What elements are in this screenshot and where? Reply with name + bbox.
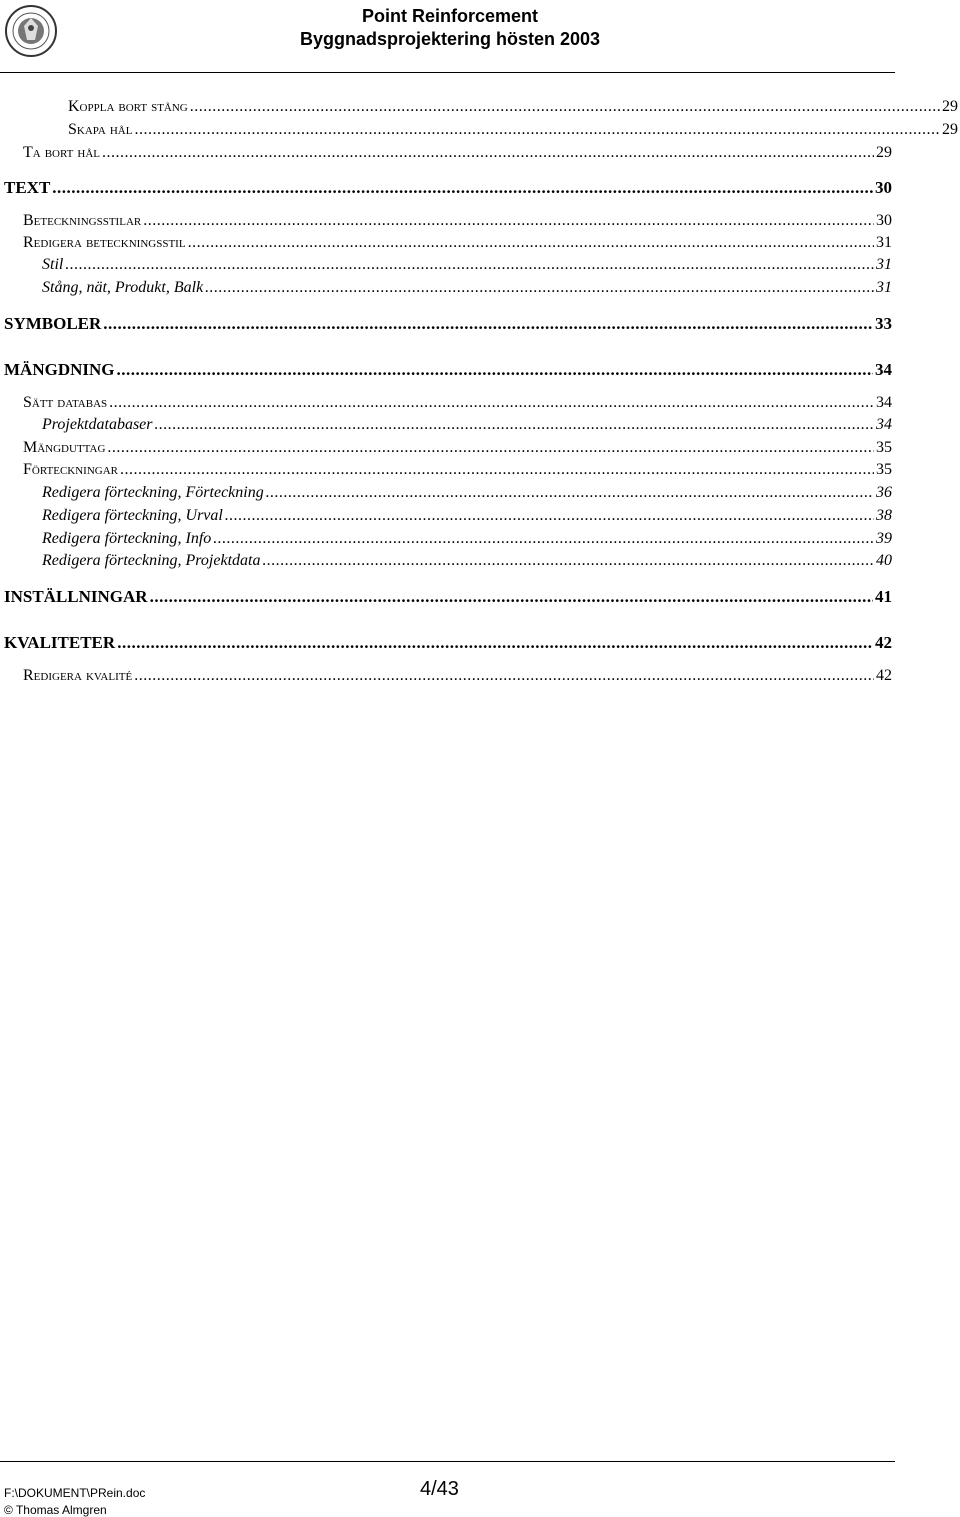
toc-entry[interactable] (42, 279, 892, 297)
toc-entry-label: Stång, nät, Produkt, Balk (42, 279, 204, 296)
toc-entry-label: Skapa hål (68, 121, 133, 138)
toc-entry-label: Stil (42, 256, 64, 273)
toc-entry-label: Redigera förteckning, Projektdata (42, 552, 261, 569)
toc-entry[interactable] (4, 360, 892, 380)
toc-entry-label: Förteckningar (23, 461, 119, 478)
toc-entry[interactable] (4, 314, 892, 334)
toc-leader-dots (120, 461, 874, 479)
toc-entry-label: MÄNGDNING (4, 360, 115, 379)
toc-entry-label: Mängduttag (23, 439, 106, 456)
toc-leader-dots (65, 256, 874, 274)
toc-leader-dots (103, 314, 873, 334)
toc-entry-label: Redigera förteckning, Förteckning (42, 484, 264, 501)
toc-entry-label: Redigera förteckning, Info (42, 530, 212, 547)
toc-leader-dots (262, 552, 874, 570)
toc-entry[interactable] (23, 439, 892, 457)
toc-entry-page: 42 (876, 667, 892, 684)
page-footer (0, 1464, 960, 1517)
toc-leader-dots (143, 212, 874, 230)
toc-leader-dots (134, 667, 874, 685)
toc-entry-page: 30 (875, 178, 892, 197)
toc-entry[interactable] (23, 234, 892, 252)
toc-leader-dots (52, 178, 873, 198)
toc-entry[interactable] (23, 667, 892, 685)
toc-entry-page: 36 (876, 484, 892, 501)
toc-entry-label: TEXT (4, 178, 51, 197)
footer-page-number: 4/43 (420, 1478, 459, 1500)
toc-leader-dots (155, 416, 875, 434)
toc-entry-label: Beteckningsstilar (23, 212, 142, 229)
toc-entry[interactable] (68, 121, 958, 139)
toc-entry-label: Redigera kvalité (23, 667, 133, 684)
toc-entry[interactable] (4, 633, 892, 653)
toc-entry-label: Ta bort hål (23, 144, 101, 161)
toc-entry-page: 42 (875, 633, 892, 652)
toc-entry-page: 41 (875, 587, 892, 606)
toc-entry[interactable] (68, 98, 958, 116)
toc-entry-page: 40 (876, 552, 892, 569)
toc-leader-dots (117, 360, 874, 380)
toc-entry-label: Redigera beteckningsstil (23, 234, 186, 251)
toc-entry-page: 34 (876, 416, 892, 433)
toc-entry-label: SYMBOLER (4, 314, 102, 333)
toc-entry[interactable] (23, 394, 892, 412)
toc-entry[interactable] (42, 256, 892, 274)
toc-entry-page: 34 (875, 360, 892, 379)
toc-entry[interactable] (42, 530, 892, 548)
toc-entry-page: 39 (876, 530, 892, 547)
toc-entry-label: Sätt databas (23, 394, 108, 411)
toc-entry-page: 33 (875, 314, 892, 333)
footer-author: © Thomas Almgren (4, 1503, 107, 1517)
toc-entry[interactable] (4, 587, 892, 607)
toc-entry-page: 35 (876, 439, 892, 456)
header-subtitle: Byggnadsprojektering hösten 2003 (299, 29, 601, 49)
toc-entry[interactable] (42, 552, 892, 570)
toc-entry-page: 38 (876, 507, 892, 524)
toc-leader-dots (107, 439, 874, 457)
toc-leader-dots (266, 484, 874, 502)
footer-divider (0, 1461, 895, 1462)
toc-entry-page: 30 (876, 212, 892, 229)
toc-entry-label: Projektdatabaser (42, 416, 153, 433)
toc-leader-dots (150, 587, 873, 607)
toc-entry[interactable] (23, 212, 892, 230)
toc-entry[interactable] (42, 484, 892, 502)
toc-leader-dots (102, 144, 874, 162)
toc-leader-dots (134, 121, 940, 139)
toc-leader-dots (205, 279, 874, 297)
footer-file-path: F:\DOKUMENT\PRein.doc (4, 1486, 146, 1500)
toc-entry-page: 29 (942, 98, 958, 115)
header-divider (0, 72, 895, 73)
toc-entry-page: 31 (876, 234, 892, 251)
toc-entry-page: 29 (876, 144, 892, 161)
header-title: Point Reinforcement (361, 6, 539, 26)
toc-entry-label: Koppla bort stång (68, 98, 188, 115)
toc-entry[interactable] (42, 416, 892, 434)
toc-entry-label: INSTÄLLNINGAR (4, 587, 148, 606)
toc-entry-page: 31 (876, 279, 892, 296)
toc-entry[interactable] (23, 144, 892, 162)
toc-leader-dots (188, 234, 874, 252)
toc-leader-dots (117, 633, 873, 653)
toc-entry-page: 29 (942, 121, 958, 138)
toc-entry[interactable] (42, 507, 892, 525)
toc-leader-dots (225, 507, 874, 525)
toc-leader-dots (190, 98, 940, 116)
toc-entry-page: 34 (876, 394, 892, 411)
toc-entry[interactable] (23, 461, 892, 479)
toc-entry-label: Redigera förteckning, Urval (42, 507, 223, 524)
toc-leader-dots (109, 394, 874, 412)
toc-entry[interactable] (4, 178, 892, 198)
page-header (0, 0, 960, 74)
toc-entry-page: 31 (876, 256, 892, 273)
toc-leader-dots (213, 530, 874, 548)
toc-entry-label: KVALITETER (4, 633, 116, 652)
toc-entry-page: 35 (876, 461, 892, 478)
